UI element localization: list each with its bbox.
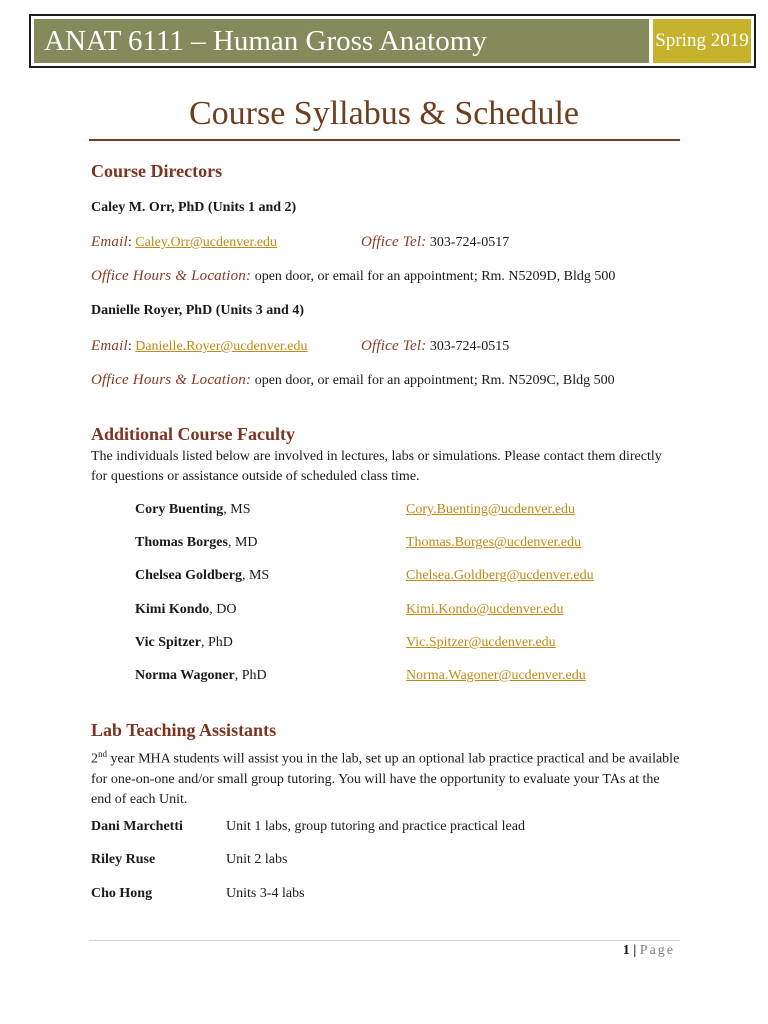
footer-divider: [89, 940, 680, 941]
faculty-name: Chelsea Goldberg: [135, 568, 242, 583]
ta-intro-sup: nd: [98, 749, 107, 759]
term-badge: Spring 2019: [653, 19, 751, 63]
faculty-degree: , PhD: [200, 635, 233, 650]
faculty-email-link[interactable]: Vic.Spitzer@ucdenver.edu: [406, 635, 556, 650]
faculty-member: [135, 602, 237, 618]
faculty-name: Vic Spitzer: [135, 635, 201, 650]
ta-intro: [91, 744, 681, 810]
ta-heading: Lab Teaching Assistants: [91, 720, 277, 740]
faculty-degree: , MS: [241, 568, 270, 583]
tel-label: Office Tel:: [361, 338, 427, 354]
ta-role: Unit 1 labs, group tutoring and practice practical lead: [226, 819, 525, 834]
ta-intro-text: year MHA students will assist you in the lab, set up an optional lab practice practical and be available for one-on-one and/or small group tutoring. You will have the opportunity to evaluate your TAs at the end of each Unit.: [91, 751, 680, 807]
director-hours: open door, or email for an appointment; Rm. N5209C, Bldg 500: [254, 373, 615, 388]
faculty-email-link[interactable]: Cory.Buenting@ucdenver.edu: [406, 502, 576, 517]
page-title: Course Syllabus & Schedule: [188, 95, 580, 132]
footer-separator: |: [633, 943, 637, 958]
faculty-name: Thomas Borges: [135, 535, 228, 550]
faculty-email-link[interactable]: Norma.Wagoner@ucdenver.edu: [406, 668, 586, 683]
ta-role: Units 3-4 labs: [226, 886, 305, 901]
faculty-member: [135, 568, 269, 584]
faculty-email-link[interactable]: Chelsea.Goldberg@ucdenver.edu: [406, 568, 594, 583]
faculty-member: [135, 668, 267, 684]
hours-label: Office Hours & Location:: [91, 372, 252, 388]
faculty-member: [135, 502, 251, 518]
page-number: 1: [622, 943, 630, 958]
faculty-degree: , DO: [209, 602, 237, 617]
director-name: Caley M. Orr, PhD (Units 1 and 2): [91, 200, 297, 215]
ta-name: Riley Ruse: [91, 852, 156, 867]
faculty-name: Cory Buenting: [135, 502, 224, 517]
director-contact-row: Email: Danielle.Royer@ucdenver.edu: [91, 338, 308, 354]
ta-role: Unit 2 labs: [226, 852, 288, 867]
faculty-degree: , MD: [227, 535, 258, 550]
faculty-degree: , MS: [223, 502, 251, 517]
director-tel: 303-724-0517: [429, 235, 510, 250]
faculty-member: [135, 535, 258, 551]
ta-name: Cho Hong: [91, 886, 153, 901]
page-label: Page: [639, 943, 675, 958]
director-contact-row: Email: Caley.Orr@ucdenver.edu: [91, 234, 278, 250]
director-email-link[interactable]: Danielle.Royer@ucdenver.edu: [135, 339, 308, 354]
title-divider: [89, 139, 680, 141]
faculty-member: [135, 635, 233, 651]
director-hours: open door, or email for an appointment; Rm. N5209D, Bldg 500: [254, 269, 616, 284]
director-tel: 303-724-0515: [429, 339, 510, 354]
director-email-link[interactable]: Caley.Orr@ucdenver.edu: [135, 235, 278, 250]
email-label: Email: [91, 338, 128, 354]
faculty-degree: , PhD: [234, 668, 267, 683]
director-tel-row: [361, 233, 509, 252]
faculty-name: Kimi Kondo: [135, 602, 210, 617]
faculty-email-link[interactable]: Kimi.Kondo@ucdenver.edu: [406, 602, 564, 617]
director-hours-row: [91, 267, 615, 286]
directors-heading: Course Directors: [91, 161, 223, 181]
director-name: Danielle Royer, PhD (Units 3 and 4): [91, 303, 304, 318]
hours-label: Office Hours & Location:: [91, 268, 252, 284]
ta-intro-num: 2: [91, 751, 98, 767]
director-tel-row: [361, 337, 509, 356]
ta-name: Dani Marchetti: [91, 819, 183, 834]
faculty-heading: Additional Course Faculty: [91, 424, 296, 444]
faculty-intro: The individuals listed below are involved in lectures, labs or simulations. Please contact them directly for questions or assistance outside of scheduled class time.: [91, 449, 662, 484]
course-title: ANAT 6111 – Human Gross Anatomy: [34, 19, 649, 63]
tel-label: Office Tel:: [361, 234, 427, 250]
course-header: [29, 14, 756, 68]
director-hours-row: [91, 371, 615, 390]
faculty-email-link[interactable]: Thomas.Borges@ucdenver.edu: [406, 535, 582, 550]
faculty-name: Norma Wagoner: [135, 668, 235, 683]
page-footer: [623, 943, 675, 959]
email-label: Email: [91, 234, 128, 250]
